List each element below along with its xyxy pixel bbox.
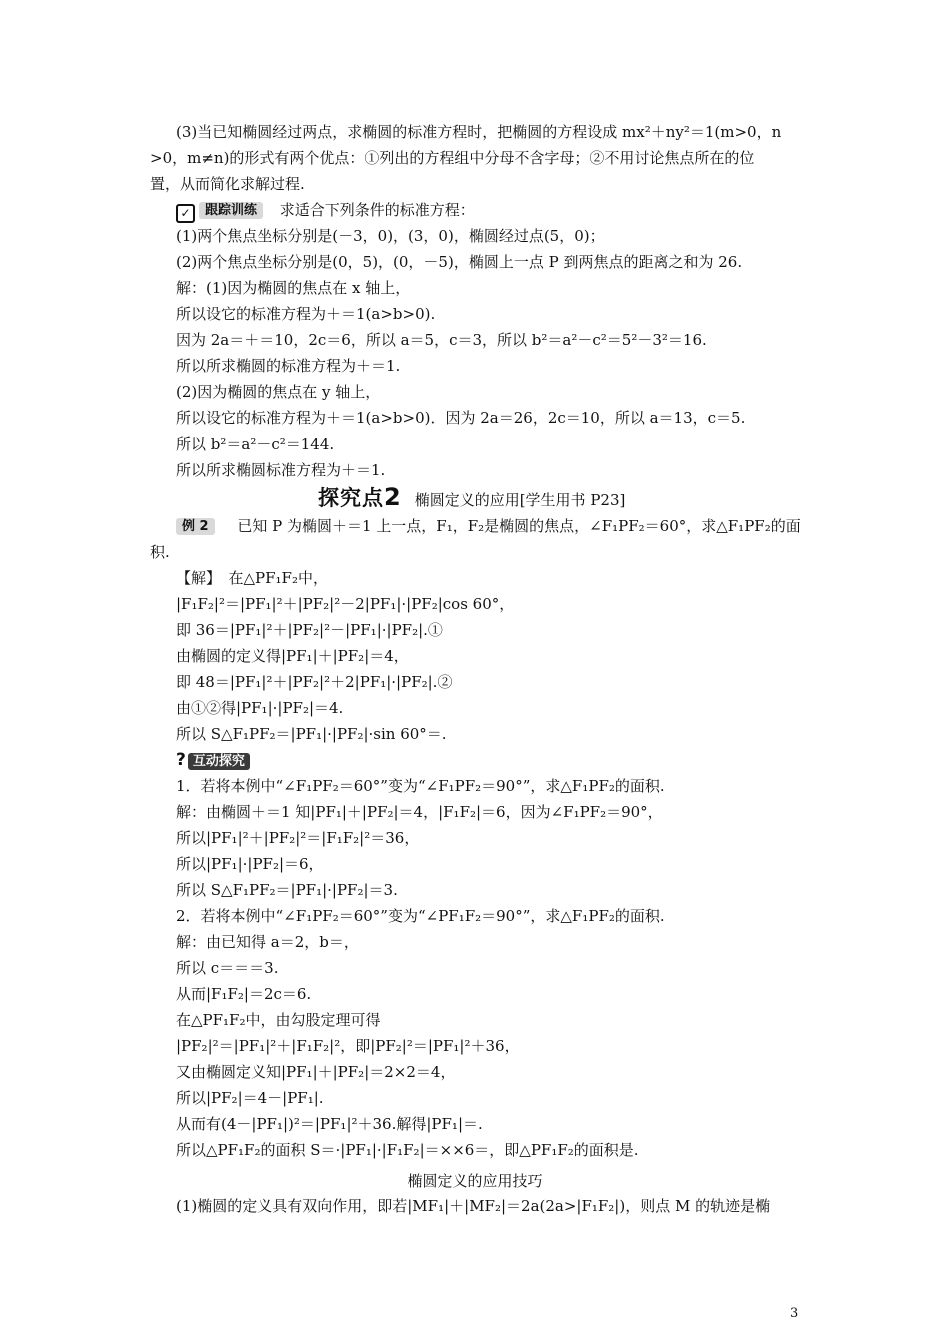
text-line: 又由椭圆定义知|PF₁|＋|PF₂|＝2×2＝4，	[176, 1063, 456, 1081]
interactive-heading	[176, 750, 250, 770]
page-number: 3	[790, 1306, 799, 1321]
text-line: 解：由已知得 a＝2，b＝，	[176, 933, 359, 951]
question-icon: ?	[176, 750, 186, 770]
text-line: 所以所求椭圆的标准方程为＋＝1.	[176, 357, 401, 375]
check-icon: ✓	[176, 204, 195, 223]
follow-training-line	[176, 200, 475, 220]
follow-training-text: 求适合下列条件的标准方程：	[279, 201, 475, 219]
text-line: |F₁F₂|²＝|PF₁|²＋|PF₂|²－2|PF₁|·|PF₂|cos 60°，	[176, 595, 515, 613]
text-line: 所以 S△F₁PF₂＝|PF₁|·|PF₂|＝3.	[176, 881, 398, 899]
text-line: 所以设它的标准方程为＋＝1(a>b>0).	[176, 305, 436, 323]
text-line: >0，m≠n)的形式有两个优点：①列出的方程组中分母不含字母；②不用讨论焦点所在的位	[150, 149, 755, 167]
section-title	[318, 482, 625, 512]
text-line: 积.	[150, 543, 170, 561]
text-line: (2)因为椭圆的焦点在 y 轴上，	[176, 383, 381, 401]
text-line: 所以 c＝＝＝3.	[176, 959, 279, 977]
text-line: 从而有(4－|PF₁|)²＝|PF₁|²＋36.解得|PF₁|＝.	[176, 1115, 483, 1133]
section-number: 2	[384, 483, 401, 511]
text-line: (3)当已知椭圆经过两点，求椭圆的标准方程时，把椭圆的方程设成 mx²＋ny²＝1(m>0，n	[176, 123, 782, 141]
text-line: 【解】 在△PF₁F₂中，	[176, 569, 328, 587]
example-badge: 例 2	[176, 518, 215, 535]
text-line: 所以|PF₁|²＋|PF₂|²＝|F₁F₂|²＝36，	[176, 829, 420, 847]
text-line: (2)两个焦点坐标分别是(0，5)，(0，－5)，椭圆上一点 P 到两焦点的距离之和为 26.	[176, 253, 743, 271]
text-line: 所以△PF₁F₂的面积 S＝·|PF₁|·|F₁F₂|＝××6＝，即△PF₁F₂的面积是.	[176, 1141, 639, 1159]
text-line: 置，从而简化求解过程.	[150, 175, 305, 193]
text-line: (1)两个焦点坐标分别是(－3，0)，(3，0)，椭圆经过点(5，0)；	[176, 227, 605, 245]
text-line: 从而|F₁F₂|＝2c＝6.	[176, 985, 312, 1003]
text-line: 所以|PF₂|＝4－|PF₁|.	[176, 1089, 324, 1107]
text-line: 由①②得|PF₁|·|PF₂|＝4.	[176, 699, 344, 717]
section-heading: 探究点	[318, 486, 384, 510]
example-line	[176, 516, 801, 536]
text-line: 1．若将本例中“∠F₁PF₂＝60°”变为“∠F₁PF₂＝90°”，求△F₁PF₂的面积.	[176, 777, 665, 795]
follow-training-badge: 跟踪训练	[199, 202, 263, 219]
text-line: 即 36＝|PF₁|²＋|PF₂|²－|PF₁|·|PF₂|.①	[176, 621, 443, 639]
text-line: (1)椭圆的定义具有双向作用，即若|MF₁|＋|MF₂|＝2a(2a>|F₁F₂|)，则点 M 的轨迹是椭	[176, 1197, 771, 1215]
text-line: 因为 2a＝＋＝10，2c＝6，所以 a＝5，c＝3，所以 b²＝a²－c²＝5²－3²＝16.	[176, 331, 707, 349]
text-line: 即 48＝|PF₁|²＋|PF₂|²＋2|PF₁|·|PF₂|.②	[176, 673, 453, 691]
text-line: 由椭圆的定义得|PF₁|＋|PF₂|＝4，	[176, 647, 409, 665]
example-text: 已知 P 为椭圆＋＝1 上一点，F₁，F₂是椭圆的焦点，∠F₁PF₂＝60°，求△F₁PF₂的面	[237, 517, 801, 535]
section-subtitle: 椭圆定义的应用[学生用书 P23]	[414, 491, 626, 509]
text-line: 在△PF₁F₂中，由勾股定理可得	[176, 1011, 381, 1029]
text-line: |PF₂|²＝|PF₁|²＋|F₁F₂|²，即|PF₂|²＝|PF₁|²＋36，	[176, 1037, 520, 1055]
tips-title: 椭圆定义的应用技巧	[407, 1172, 543, 1190]
text-line: 所以 S△F₁PF₂＝|PF₁|·|PF₂|·sin 60°＝.	[176, 725, 447, 743]
interactive-badge: 互动探究	[188, 753, 250, 770]
text-line: 解：(1)因为椭圆的焦点在 x 轴上，	[176, 279, 411, 297]
text-line: 所以 b²＝a²－c²＝144.	[176, 435, 335, 453]
text-line: 所以所求椭圆标准方程为＋＝1.	[176, 461, 386, 479]
text-line: 所以|PF₁|·|PF₂|＝6，	[176, 855, 324, 873]
text-line: 解：由椭圆＋＝1 知|PF₁|＋|PF₂|＝4，|F₁F₂|＝6，因为∠F₁PF₂＝90°，	[176, 803, 663, 821]
text-line: 所以设它的标准方程为＋＝1(a>b>0)．因为 2a＝26，2c＝10，所以 a＝13，c＝5.	[176, 409, 746, 427]
text-line: 2．若将本例中“∠F₁PF₂＝60°”变为“∠PF₁F₂＝90°”，求△F₁PF₂的面积.	[176, 907, 665, 925]
